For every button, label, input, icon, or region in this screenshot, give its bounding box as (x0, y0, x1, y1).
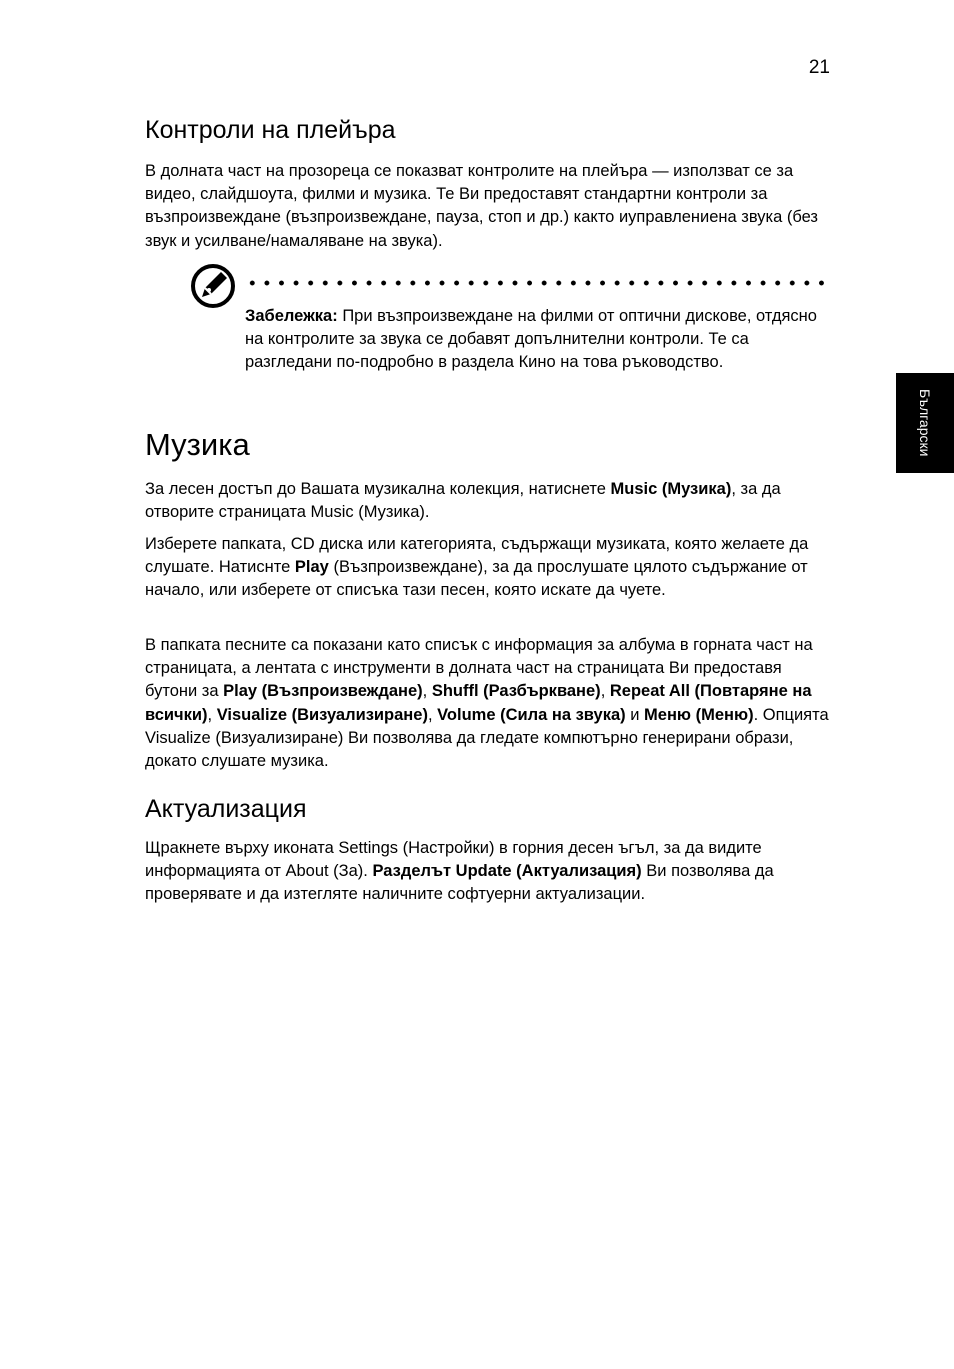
note-body: При възпроизвеждане на филми от оптични дискове, отдясно на контролите за звука се добавят допълнителни контроли. Те са разгледани по-подробно в раздела Кино на това ръководство. (245, 307, 817, 372)
music-heading: Музика (145, 427, 250, 462)
language-side-tab (896, 373, 954, 473)
player-controls-paragraph: В долната част на прозореца се показват контролите на плейъра — използват се за видео, слайдшоута, филми и музика. Те Ви предоставят стандартни контроли за възпроизвеждане (възпроизвеждане, пауза, стоп и др.) както иуправлениена звука (без звук и усилване/намаляване на звука). (145, 162, 818, 250)
update-heading: Актуализация (145, 795, 307, 823)
update-paragraph: Щракнете върху иконата Settings (Настройки) в горния десен ъгъл, за да видите информацията от About (За). Разделът Update (Актуализация) Ви позволява да проверявате и да изтегляте наличните софтуерни актуализации. (145, 839, 774, 904)
language-side-tab-label: Български (917, 389, 933, 457)
music-paragraph-1: За лесен достъп до Вашата музикална колекция, натиснете Music (Музика), за да отворите страницата Music (Музика). (145, 480, 781, 522)
note-pen-icon (190, 263, 236, 309)
player-controls-heading: Контроли на плейъра (145, 116, 396, 144)
note-dotted-divider (245, 280, 830, 286)
note-label: Забележка: (245, 307, 338, 325)
note-text (245, 305, 830, 375)
music-paragraph-2: Изберете папката, CD диска или категорията, съдържащи музиката, която желаете да слушате. Натиснте Play (Възпроизвеждане), за да прослушате цялото съдържание от начало, или изберете от списъка тази песен, която искате да чуете. (145, 535, 809, 600)
music-paragraph-3: В папката песните са показани като списък с информация за албума в горната част на страницата, а лентата с инструменти в долната част на страницата Ви предоставя бутони за Play (Възпроизвеждане), Shuffl (Разбъркване), Repeat All (Повтаряне на всички), Visualize (Визуализиране), Volume (Сила на звука) и Меню (Меню). Опцията Visualize (Визуализиране) Ви позволява да гледате компютърно генерирани образи, докато слушате музика. (145, 636, 829, 771)
page-number: 21 (808, 57, 830, 78)
